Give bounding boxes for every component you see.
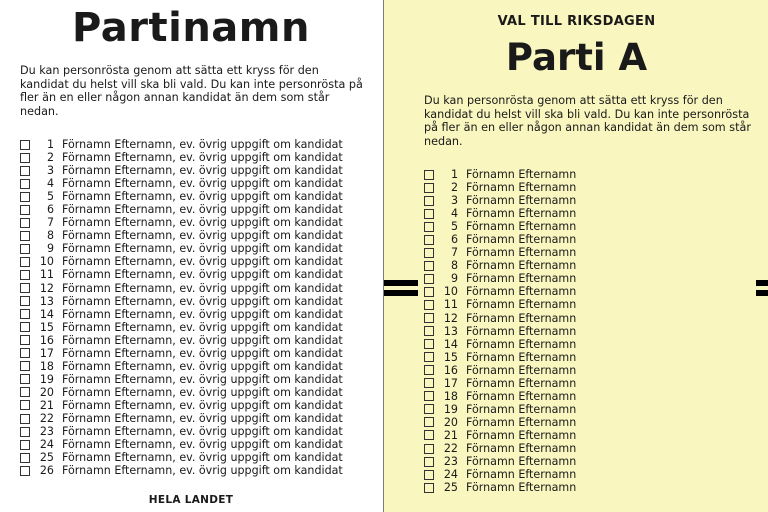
candidate-number: 25 bbox=[443, 481, 458, 495]
candidate-row bbox=[424, 272, 576, 285]
candidate-number: 6 bbox=[450, 233, 458, 247]
candidate-name: Förnamn Efternamn, ev. övrig uppgift om kandidat bbox=[62, 412, 343, 425]
vote-checkbox[interactable] bbox=[424, 222, 434, 232]
vote-checkbox[interactable] bbox=[424, 404, 434, 414]
candidate-number: 13 bbox=[443, 324, 458, 338]
candidate-name: Förnamn Efternamn bbox=[466, 207, 577, 221]
candidate-row bbox=[424, 351, 576, 364]
candidate-number: 20 bbox=[443, 415, 458, 429]
candidate-row bbox=[424, 416, 576, 429]
party-name-title: Partinamn bbox=[72, 5, 310, 51]
candidate-row bbox=[20, 177, 343, 190]
candidate-row bbox=[424, 220, 576, 233]
candidate-name: Förnamn Efternamn bbox=[466, 455, 577, 469]
vote-checkbox[interactable] bbox=[20, 244, 30, 254]
vote-checkbox[interactable] bbox=[20, 270, 30, 280]
candidate-number: 14 bbox=[39, 307, 54, 321]
candidate-number: 2 bbox=[46, 151, 54, 165]
candidate-number: 8 bbox=[46, 229, 54, 243]
region-footer: HELA LANDET bbox=[148, 494, 234, 506]
candidate-row bbox=[20, 347, 343, 360]
candidate-name: Förnamn Efternamn bbox=[466, 194, 577, 208]
candidate-row bbox=[20, 334, 343, 347]
candidate-name: Förnamn Efternamn, ev. övrig uppgift om kandidat bbox=[62, 359, 343, 373]
candidate-number: 5 bbox=[450, 220, 458, 234]
vote-checkbox[interactable] bbox=[20, 400, 30, 410]
candidate-name: Förnamn Efternamn bbox=[466, 337, 577, 351]
vote-checkbox[interactable] bbox=[424, 365, 434, 375]
candidate-name: Förnamn Efternamn bbox=[466, 481, 577, 495]
candidate-row bbox=[424, 285, 576, 298]
candidate-number: 17 bbox=[39, 346, 54, 360]
candidate-name: Förnamn Efternamn bbox=[466, 324, 577, 338]
candidate-row bbox=[424, 364, 576, 377]
vote-checkbox[interactable] bbox=[424, 248, 434, 258]
candidate-name: Förnamn Efternamn bbox=[466, 428, 577, 442]
candidate-number: 16 bbox=[443, 363, 458, 377]
candidate-number: 23 bbox=[443, 455, 458, 469]
candidate-row bbox=[20, 438, 343, 451]
candidate-number: 24 bbox=[443, 468, 458, 482]
vote-checkbox[interactable] bbox=[424, 300, 434, 310]
candidate-row bbox=[424, 468, 576, 481]
candidate-number: 1 bbox=[450, 168, 458, 182]
vote-checkbox[interactable] bbox=[20, 179, 30, 189]
vote-checkbox[interactable] bbox=[20, 283, 30, 293]
vote-checkbox[interactable] bbox=[20, 257, 30, 267]
candidate-number: 3 bbox=[46, 164, 54, 178]
candidate-number: 3 bbox=[450, 194, 458, 208]
candidate-row bbox=[424, 181, 576, 194]
vote-checkbox[interactable] bbox=[20, 322, 30, 332]
candidate-row bbox=[20, 229, 343, 242]
candidate-name: Förnamn Efternamn bbox=[466, 168, 577, 182]
vote-checkbox[interactable] bbox=[424, 183, 434, 193]
candidate-number: 22 bbox=[39, 412, 54, 425]
candidate-number: 9 bbox=[450, 272, 458, 286]
vote-checkbox[interactable] bbox=[424, 261, 434, 271]
vote-checkbox[interactable] bbox=[424, 378, 434, 388]
candidate-name: Förnamn Efternamn, ev. övrig uppgift om kandidat bbox=[62, 294, 343, 308]
vote-checkbox[interactable] bbox=[20, 427, 30, 437]
candidate-row bbox=[20, 190, 343, 203]
vote-checkbox[interactable] bbox=[20, 466, 30, 476]
candidate-number: 14 bbox=[443, 337, 458, 351]
candidate-name: Förnamn Efternamn bbox=[466, 259, 577, 273]
vote-checkbox[interactable] bbox=[424, 391, 434, 401]
candidate-name: Förnamn Efternamn bbox=[466, 311, 577, 325]
candidate-row bbox=[20, 360, 343, 373]
candidate-row bbox=[424, 429, 576, 442]
candidate-name: Förnamn Efternamn bbox=[466, 402, 577, 416]
candidate-row bbox=[20, 282, 343, 295]
candidate-number: 21 bbox=[443, 428, 458, 442]
vote-checkbox[interactable] bbox=[20, 153, 30, 163]
vote-checkbox[interactable] bbox=[424, 430, 434, 440]
ballot-parti-a bbox=[383, 0, 768, 512]
candidate-name: Förnamn Efternamn, ev. övrig uppgift om kandidat bbox=[62, 425, 343, 439]
candidate-number: 11 bbox=[443, 298, 458, 312]
candidate-list bbox=[20, 138, 343, 477]
candidate-number: 25 bbox=[39, 451, 54, 465]
candidate-number: 18 bbox=[443, 389, 458, 403]
election-header: VAL TILL RIKSDAGEN bbox=[497, 14, 656, 29]
candidate-name: Förnamn Efternamn bbox=[466, 415, 577, 429]
candidate-name: Förnamn Efternamn bbox=[466, 220, 577, 234]
vote-checkbox[interactable] bbox=[424, 483, 434, 493]
candidate-number: 10 bbox=[443, 285, 458, 299]
vote-checkbox[interactable] bbox=[424, 196, 434, 206]
candidate-row bbox=[20, 242, 343, 255]
candidate-row bbox=[20, 151, 343, 164]
vote-checkbox[interactable] bbox=[20, 140, 30, 150]
vote-checkbox[interactable] bbox=[20, 309, 30, 319]
vote-checkbox[interactable] bbox=[20, 166, 30, 176]
candidate-row bbox=[424, 390, 576, 403]
candidate-name: Förnamn Efternamn bbox=[466, 350, 577, 364]
party-name-title: Parti A bbox=[505, 36, 648, 79]
candidate-number: 16 bbox=[39, 333, 54, 347]
candidate-name: Förnamn Efternamn, ev. övrig uppgift om kandidat bbox=[62, 333, 343, 347]
vote-checkbox[interactable] bbox=[20, 231, 30, 241]
candidate-number: 18 bbox=[39, 359, 54, 373]
candidate-row bbox=[20, 216, 343, 229]
candidate-name: Förnamn Efternamn, ev. övrig uppgift om kandidat bbox=[62, 177, 343, 191]
candidate-name: Förnamn Efternamn, ev. övrig uppgift om kandidat bbox=[62, 138, 343, 152]
candidate-name: Förnamn Efternamn, ev. övrig uppgift om kandidat bbox=[62, 229, 343, 243]
candidate-name: Förnamn Efternamn, ev. övrig uppgift om kandidat bbox=[62, 203, 343, 217]
candidate-name: Förnamn Efternamn, ev. övrig uppgift om kandidat bbox=[62, 268, 343, 282]
candidate-row bbox=[424, 403, 576, 416]
vote-checkbox[interactable] bbox=[20, 192, 30, 202]
candidate-name: Förnamn Efternamn bbox=[466, 246, 577, 260]
candidate-name: Förnamn Efternamn, ev. övrig uppgift om kandidat bbox=[62, 242, 343, 256]
vote-checkbox[interactable] bbox=[424, 313, 434, 323]
vote-checkbox[interactable] bbox=[20, 374, 30, 384]
ballot-partinamn bbox=[0, 0, 382, 512]
candidate-number: 6 bbox=[46, 203, 54, 217]
vote-checkbox[interactable] bbox=[424, 444, 434, 454]
candidate-name: Förnamn Efternamn, ev. övrig uppgift om kandidat bbox=[62, 216, 343, 230]
candidate-number: 9 bbox=[46, 242, 54, 256]
candidate-number: 19 bbox=[39, 372, 54, 386]
candidate-row bbox=[424, 259, 576, 272]
candidate-number: 2 bbox=[450, 181, 458, 195]
candidate-row bbox=[20, 164, 343, 177]
fold-mark-right bbox=[756, 276, 768, 300]
candidate-name: Förnamn Efternamn bbox=[466, 442, 577, 455]
candidate-row bbox=[20, 203, 343, 216]
candidate-name: Förnamn Efternamn, ev. övrig uppgift om kandidat bbox=[62, 281, 343, 295]
candidate-number: 21 bbox=[39, 398, 54, 412]
candidate-number: 11 bbox=[39, 268, 54, 282]
candidate-row bbox=[20, 255, 343, 268]
candidate-name: Förnamn Efternamn, ev. övrig uppgift om kandidat bbox=[62, 164, 343, 178]
candidate-name: Förnamn Efternamn, ev. övrig uppgift om kandidat bbox=[62, 151, 343, 165]
vote-checkbox[interactable] bbox=[424, 417, 434, 427]
candidate-number: 5 bbox=[46, 190, 54, 204]
vote-checkbox[interactable] bbox=[20, 218, 30, 228]
candidate-number: 7 bbox=[46, 216, 54, 230]
candidate-name: Förnamn Efternamn bbox=[466, 181, 577, 195]
vote-checkbox[interactable] bbox=[20, 348, 30, 358]
candidate-name: Förnamn Efternamn, ev. övrig uppgift om kandidat bbox=[62, 451, 343, 465]
candidate-name: Förnamn Efternamn, ev. övrig uppgift om kandidat bbox=[62, 255, 343, 269]
candidate-row bbox=[424, 377, 576, 390]
candidate-number: 7 bbox=[450, 246, 458, 260]
candidate-row bbox=[20, 386, 343, 399]
candidate-number: 12 bbox=[39, 281, 54, 295]
candidate-row bbox=[20, 295, 343, 308]
candidate-row bbox=[20, 373, 343, 386]
vote-checkbox[interactable] bbox=[20, 453, 30, 463]
candidate-row bbox=[424, 194, 576, 207]
candidate-row bbox=[20, 451, 343, 464]
candidate-row bbox=[424, 455, 576, 468]
candidate-row bbox=[424, 481, 576, 494]
candidate-number: 13 bbox=[39, 294, 54, 308]
candidate-row bbox=[20, 308, 343, 321]
candidate-name: Förnamn Efternamn bbox=[466, 376, 577, 390]
candidate-name: Förnamn Efternamn bbox=[466, 285, 577, 299]
candidate-number: 4 bbox=[450, 207, 458, 221]
candidate-name: Förnamn Efternamn bbox=[466, 389, 577, 403]
candidate-row bbox=[424, 246, 576, 259]
candidate-row bbox=[424, 233, 576, 246]
vote-checkbox[interactable] bbox=[424, 339, 434, 349]
candidate-name: Förnamn Efternamn, ev. övrig uppgift om kandidat bbox=[62, 438, 343, 452]
candidate-number: 15 bbox=[443, 350, 458, 364]
instruction-text: Du kan personrösta genom att sätta ett kryss för den kandidat du helst vill ska bli vald. Du kan inte personrösta på fler än en eller någon annan kandidat än dem som står nedan. bbox=[424, 94, 751, 148]
candidate-row bbox=[424, 442, 576, 455]
candidate-row bbox=[20, 268, 343, 281]
candidate-name: Förnamn Efternamn, ev. övrig uppgift om kandidat bbox=[62, 398, 343, 412]
candidate-name: Förnamn Efternamn, ev. övrig uppgift om kandidat bbox=[62, 372, 343, 386]
candidate-number: 24 bbox=[39, 438, 54, 452]
candidate-row bbox=[424, 168, 576, 181]
candidate-name: Förnamn Efternamn bbox=[466, 468, 577, 482]
candidate-number: 17 bbox=[443, 376, 458, 390]
candidate-row bbox=[424, 298, 576, 311]
candidate-row bbox=[20, 399, 343, 412]
vote-checkbox[interactable] bbox=[20, 205, 30, 215]
vote-checkbox[interactable] bbox=[20, 387, 30, 397]
candidate-name: Förnamn Efternamn, ev. övrig uppgift om kandidat bbox=[62, 385, 343, 399]
candidate-list bbox=[424, 168, 576, 494]
candidate-number: 15 bbox=[39, 320, 54, 334]
vote-checkbox[interactable] bbox=[424, 470, 434, 480]
candidate-number: 1 bbox=[46, 138, 54, 152]
candidate-number: 10 bbox=[39, 255, 54, 269]
candidate-name: Förnamn Efternamn, ev. övrig uppgift om kandidat bbox=[62, 464, 343, 478]
candidate-name: Förnamn Efternamn bbox=[466, 272, 577, 286]
candidate-row bbox=[424, 312, 576, 325]
vote-checkbox[interactable] bbox=[424, 287, 434, 297]
vote-checkbox[interactable] bbox=[20, 361, 30, 371]
candidate-row bbox=[20, 412, 343, 425]
fold-mark-left bbox=[384, 276, 418, 300]
vote-checkbox[interactable] bbox=[424, 326, 434, 336]
vote-checkbox[interactable] bbox=[424, 352, 434, 362]
candidate-name: Förnamn Efternamn, ev. övrig uppgift om kandidat bbox=[62, 346, 343, 360]
vote-checkbox[interactable] bbox=[20, 296, 30, 306]
candidate-row bbox=[20, 464, 343, 477]
candidate-name: Förnamn Efternamn, ev. övrig uppgift om kandidat bbox=[62, 307, 343, 321]
candidate-name: Förnamn Efternamn bbox=[466, 298, 577, 312]
candidate-name: Förnamn Efternamn, ev. övrig uppgift om kandidat bbox=[62, 320, 343, 334]
vote-checkbox[interactable] bbox=[20, 440, 30, 450]
candidate-number: 8 bbox=[450, 259, 458, 273]
candidate-row bbox=[424, 338, 576, 351]
instruction-text: Du kan personrösta genom att sätta ett kryss för den kandidat du helst vill ska bli vald. Du kan inte personrösta på fler än en eller någon annan kandidat än dem som står nedan. bbox=[20, 64, 363, 118]
vote-checkbox[interactable] bbox=[424, 209, 434, 219]
vote-checkbox[interactable] bbox=[424, 170, 434, 180]
vote-checkbox[interactable] bbox=[424, 457, 434, 467]
candidate-row bbox=[20, 425, 343, 438]
candidate-name: Förnamn Efternamn bbox=[466, 363, 577, 377]
candidate-number: 12 bbox=[443, 311, 458, 325]
candidate-number: 23 bbox=[39, 425, 54, 439]
candidate-row bbox=[424, 207, 576, 220]
candidate-number: 19 bbox=[443, 402, 458, 416]
vote-checkbox[interactable] bbox=[20, 414, 30, 424]
vote-checkbox[interactable] bbox=[20, 335, 30, 345]
vote-checkbox[interactable] bbox=[424, 274, 434, 284]
candidate-row bbox=[424, 325, 576, 338]
candidate-number: 26 bbox=[39, 464, 54, 478]
vote-checkbox[interactable] bbox=[424, 235, 434, 245]
candidate-number: 22 bbox=[443, 442, 458, 455]
candidate-name: Förnamn Efternamn bbox=[466, 233, 577, 247]
candidate-number: 4 bbox=[46, 177, 54, 191]
candidate-row bbox=[20, 321, 343, 334]
candidate-row bbox=[20, 138, 343, 151]
candidate-number: 20 bbox=[39, 385, 54, 399]
candidate-name: Förnamn Efternamn, ev. övrig uppgift om kandidat bbox=[62, 190, 343, 204]
